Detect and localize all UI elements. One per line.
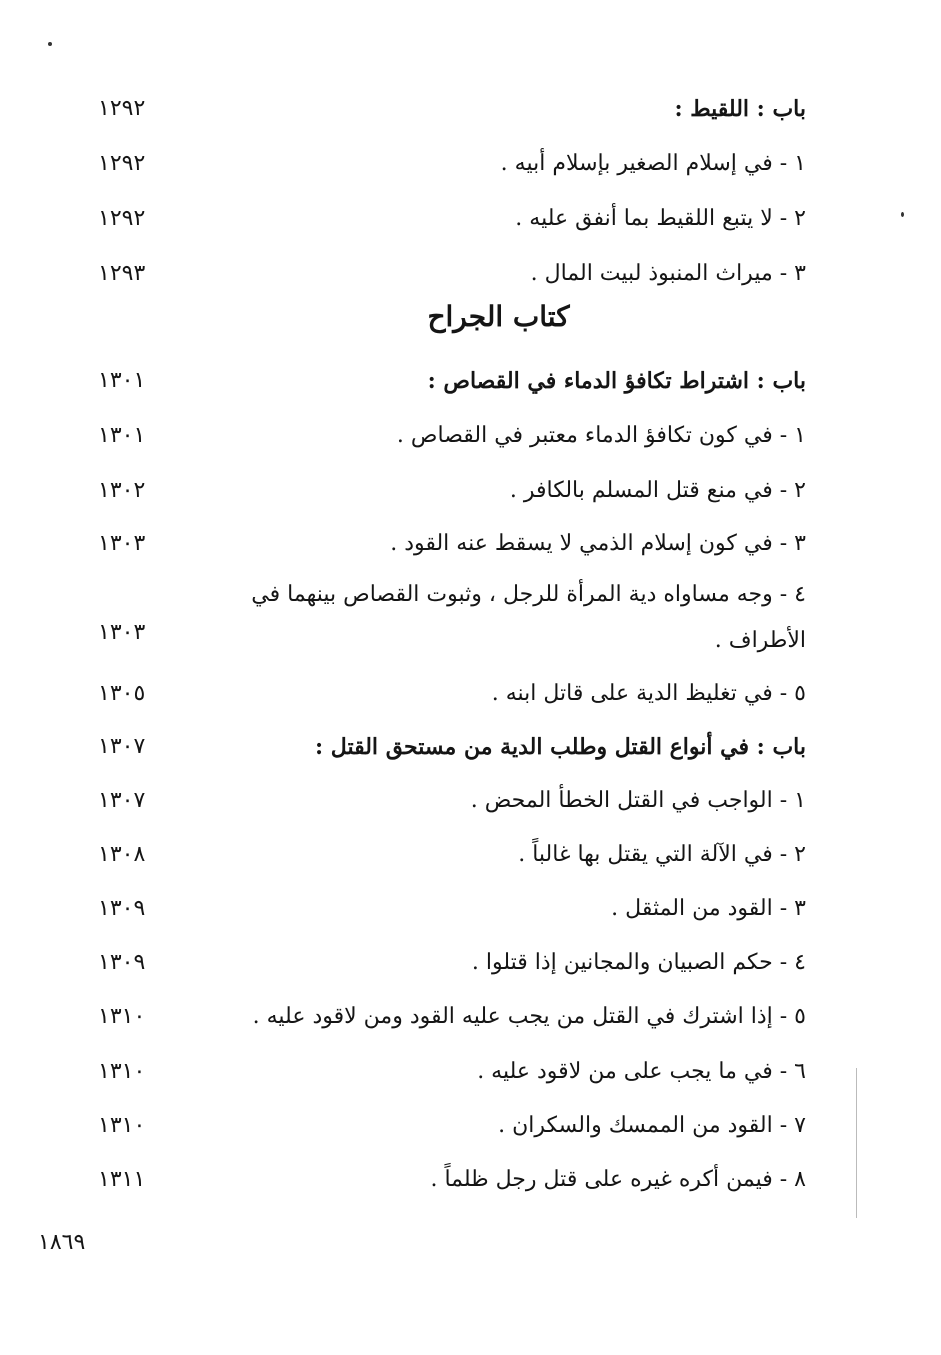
entry-text: ٤ - وجه مساواه دية المرأة للرجل ، وثبوت القصاص بينهما في الأطراف . <box>251 582 806 653</box>
entry-text: ١ - في كون تكافؤ الدماء معتبر في القصاص . <box>396 423 806 448</box>
entry-text: ٨ - فيمن أكره غيره على قتل رجل ظلماً . <box>430 1167 806 1192</box>
section-title-row <box>0 728 941 768</box>
entry-text: ٤ - حكم الصبيان والمجانين إذا قتلوا . <box>471 950 806 975</box>
page-number: ١٢٩٢ <box>98 151 146 176</box>
section-lakit-title-row <box>0 90 941 130</box>
entry-text: ٢ - في الآلة التي يقتل بها غالباً . <box>518 842 806 867</box>
book-heading <box>0 300 941 333</box>
toc-entry <box>0 472 941 512</box>
entry-text: ٦ - في ما يجب على من لاقود عليه . <box>477 1059 806 1084</box>
page-number: ١٣١٠ <box>98 1004 146 1029</box>
book-heading-text: كتاب الجراح <box>427 300 570 333</box>
toc-entry <box>0 675 941 715</box>
entry-text: ٥ - في تغليظ الدية على قاتل ابنه . <box>491 681 806 706</box>
toc-entry <box>0 944 941 984</box>
section-title: باب : اللقيط : <box>674 96 806 122</box>
page-number: ١٢٩٣ <box>98 261 146 286</box>
section-title: باب : في أنواع القتل وطلب الدية من مستحق القتل : <box>315 734 806 760</box>
page-number: ١٢٩٢ <box>98 206 146 231</box>
toc-entry <box>0 782 941 822</box>
toc-entry <box>0 890 941 930</box>
toc-entry <box>0 1161 941 1201</box>
toc-entry <box>0 836 941 876</box>
page-number: ١٣٠١ <box>98 423 146 448</box>
toc-entry <box>0 998 941 1038</box>
page-number: ١٣٠٨ <box>98 842 146 867</box>
toc-entry <box>0 255 941 295</box>
page-number: ١٣٠٧ <box>98 788 146 813</box>
section-title-row <box>0 362 941 402</box>
entry-text: ١ - في إسلام الصغير بإسلام أبيه . <box>500 151 806 176</box>
entry-text: ٥ - إذا اشترك في القتل من يجب عليه القود ومن لاقود عليه . <box>252 1004 806 1029</box>
entry-text: ٢ - لا يتبع اللقيط بما أنفق عليه . <box>515 206 806 231</box>
page-number: ١٣١٠ <box>98 1113 146 1138</box>
page-number: ١٣١٠ <box>98 1059 146 1084</box>
scan-speck <box>901 212 904 217</box>
toc-entry <box>0 145 941 185</box>
page-number: ١٣٠٥ <box>98 681 146 706</box>
page-number: ١٣٠١ <box>98 368 146 393</box>
page-number: ١٣٠٧ <box>98 734 146 759</box>
entry-text: ٣ - ميراث المنبوذ لبيت المال . <box>530 261 806 286</box>
page-number: ١٣٠٣ <box>98 531 146 556</box>
page-number: ١٣٠٩ <box>98 950 146 975</box>
page-number: ١٢٩٢ <box>98 96 146 121</box>
entry-text: ١ - الواجب في القتل الخطأ المحض . <box>470 788 806 813</box>
page-number: ١٣١١ <box>98 1167 146 1192</box>
page-number: ١٣٠٣ <box>98 620 146 645</box>
entry-text: ٢ - في منع قتل المسلم بالكافر . <box>509 478 806 503</box>
page-number: ١٣٠٢ <box>98 478 146 503</box>
toc-entry <box>0 1053 941 1093</box>
toc-entry <box>0 1107 941 1147</box>
toc-entry <box>0 525 941 565</box>
toc-entry-multiline <box>0 572 941 667</box>
entry-text: ٣ - القود من المثقل . <box>611 896 806 921</box>
section-title: باب : اشتراط تكافؤ الدماء في القصاص : <box>427 368 806 394</box>
page-number: ١٣٠٩ <box>98 896 146 921</box>
toc-entry <box>0 417 941 457</box>
folio-page-number: ١٨٦٩ <box>38 1230 86 1255</box>
scan-speck <box>48 42 52 46</box>
entry-text: ٧ - القود من الممسك والسكران . <box>498 1113 806 1138</box>
scan-margin-line <box>856 1068 857 1218</box>
toc-entry <box>0 200 941 240</box>
entry-text: ٣ - في كون إسلام الذمي لا يسقط عنه القود . <box>390 531 806 556</box>
